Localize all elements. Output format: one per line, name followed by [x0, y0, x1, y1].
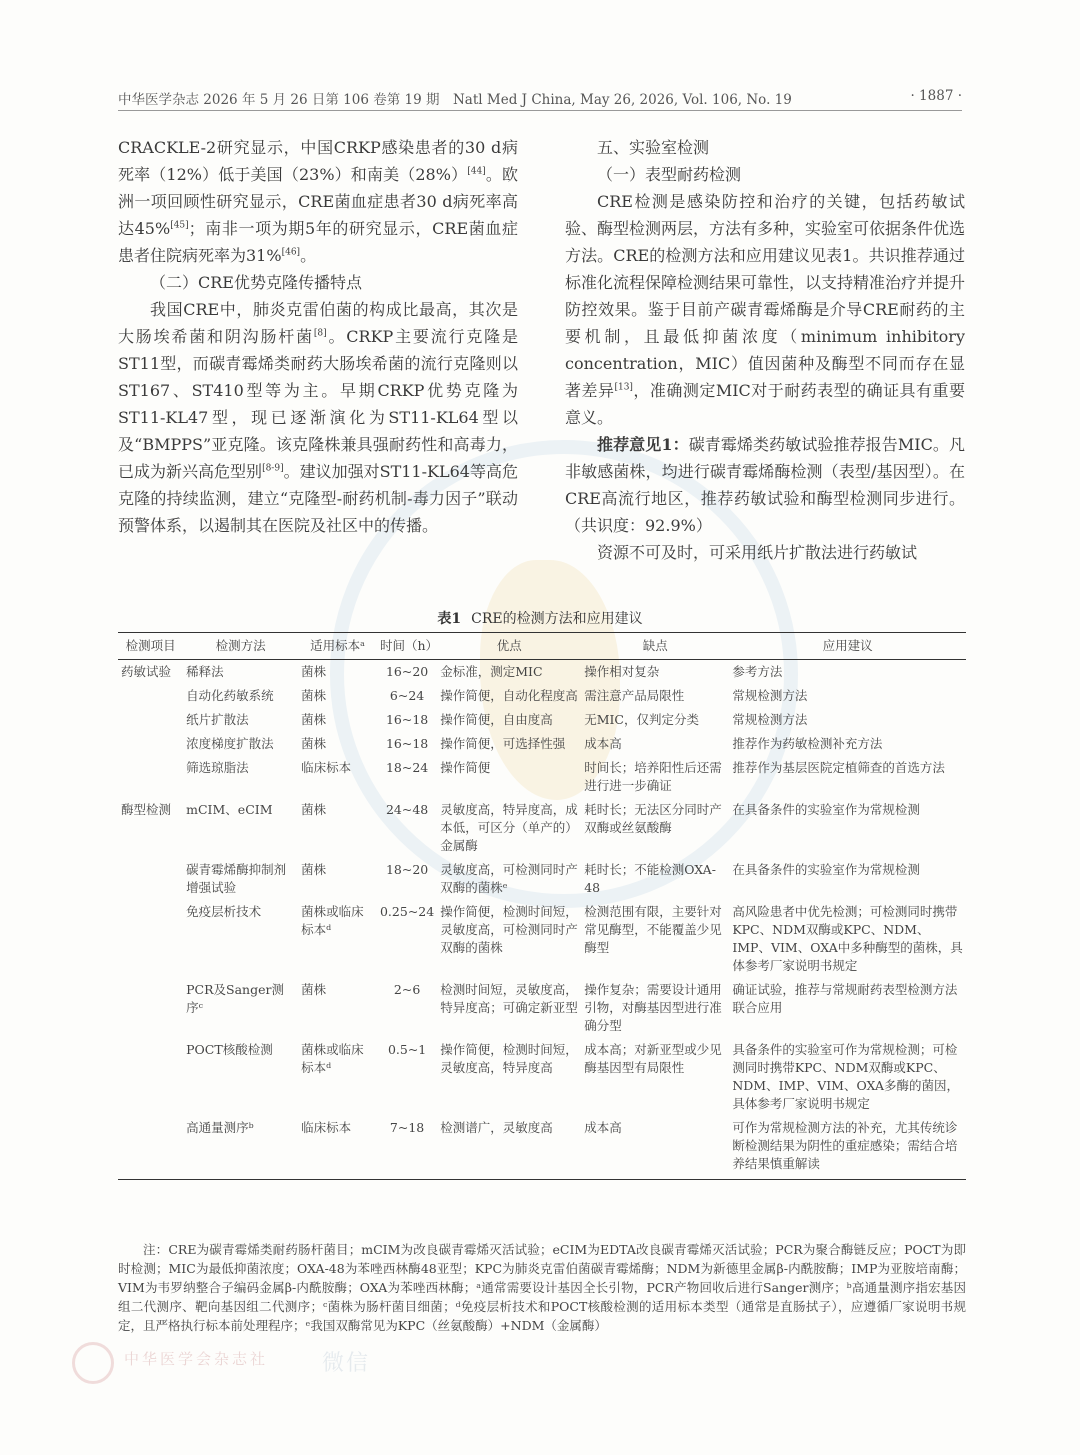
table-cell [118, 900, 183, 978]
table-cell: 检测范围有限，主要针对常见酶型，不能覆盖少见酶型 [584, 904, 722, 955]
table-cell: 操作复杂；需要设计通用引物，对酶基因型进行准确分型 [584, 982, 722, 1033]
table-cell: 菌株 [301, 664, 327, 679]
table-row [118, 684, 966, 708]
table-cell: 24~48 [385, 802, 429, 817]
table-cell: 时间长；培养阳性后还需进行进一步确证 [584, 760, 722, 793]
section-heading-clone: （二）CRE优势克隆传播特点 [150, 273, 362, 292]
table-row [118, 900, 966, 978]
table-cell: 临床标本 [301, 760, 352, 775]
table-cell: 操作简便，检测时间短，灵敏度高，可检测同时产双酶的菌株 [440, 904, 578, 955]
table-cell: 免疫层析技术 [186, 904, 262, 919]
table-notes: 注：CRE为碳青霉烯类耐药肠杆菌目；mCIM为改良碳青霉烯灭活试验；eCIM为EDTA改良碳青霉烯灭活试验；PCR为聚合酶链反应；POCT为即时检测；MIC为最低抑菌浓度；OXA-48为苯唑西林酶48亚型；KPC为肺炎克雷伯菌碳青霉烯酶；NDM为新德里金属β-内酰胺酶；IMP为亚胺培南酶；VIM为韦罗纳整合子编码金属β-内酰胺酶；OXA为苯唑西林酶；ᵃ通常需要设计基因全长引物，PCR产物回收后进行Sanger测序；ᵇ高通量测序指宏基因组二代测序、靶向基因组二代测序；ᶜ菌株为肠杆菌目细菌；ᵈ免疫层析技术和POCT核酸检测的适用标本类型（通常是直肠拭子），应遵循厂家说明书规定，且严格执行标本前处理程序；ᵉ我国双酶常见为KPC（丝氨酸酶）+NDM（金属酶） [118, 1242, 966, 1333]
table-cell: 菌株 [301, 736, 327, 751]
table-row [118, 660, 966, 685]
table-cell: 需注意产品局限性 [584, 688, 685, 703]
paragraph-clone: 我国CRE中，肺炎克雷伯菌的构成比最高，其次是大肠埃希菌和阴沟肠杆菌[8]。CRKP主要流行克隆是ST11型，而碳青霉烯类耐药大肠埃希菌的流行克隆则以ST167、ST410型等为主。早期CRKP优势克隆为ST11-KL47型，现已逐渐演化为ST11-KL64型以及“BMPPS”亚克隆。该克隆株兼具强耐药性和高毒力，已成为新兴高危型别[8-9]。建议加强对ST11-KL64等高危克隆的持续监测，建立“克隆型-耐药机制-毒力因子”联动预警体系，以遏制其在医院及社区中的传播。 [118, 300, 518, 535]
table-cell: 纸片扩散法 [186, 712, 249, 727]
left-column [118, 134, 518, 539]
table-cell: 2~6 [393, 982, 421, 997]
table-cell: 成本高；对新亚型或少见酶基因型有局限性 [584, 1042, 722, 1075]
section-heading-phenotype: （一）表型耐药检测 [597, 165, 742, 184]
table-cell: 可作为常规检测方法的补充，尤其传统诊断检测结果为阴性的重症感染；需结合培养结果慎重解读 [729, 1116, 966, 1180]
table-cell [118, 708, 183, 732]
table-header-cell: 检测项目 [118, 633, 183, 660]
table-header-cell: 时间（h） [377, 633, 437, 660]
table-cell: 操作简便，检测时间短，灵敏度高，特异度高 [440, 1042, 578, 1075]
paragraph-mortality: CRACKLE-2研究显示，中国CRKP感染患者的30 d病死率（12%）低于美国（23%）和南美（28%）[44]。欧洲一项回顾性研究显示，CRE菌血症患者30 d病死率高达45%[45]；南非一项为期5年的研究显示，CRE菌血症患者住院病死率为31%[46]。 [118, 138, 518, 265]
table-cell: mCIM、eCIM [186, 802, 273, 817]
right-column [565, 134, 965, 566]
table-cell: 菌株 [301, 802, 327, 817]
table-cell: 药敏试验 [121, 664, 172, 679]
table-cell: 操作相对复杂 [584, 664, 660, 679]
table-row [118, 732, 966, 756]
table-cell: 检测时间短，灵敏度高，特异度高；可确定新亚型 [440, 982, 578, 1015]
table-row [118, 1116, 966, 1180]
table-cell: 自动化药敏系统 [186, 688, 274, 703]
table-cell: 菌株或临床标本ᵈ [301, 904, 364, 937]
table-cell: 酶型检测 [121, 802, 172, 817]
table-cell: 操作简便 [440, 760, 491, 775]
journal-citation: 中华医学杂志 2026 年 5 月 26 日第 106 卷第 19 期 Natl Med J China, May 26, 2026, Vol. 106, No. 19 [118, 92, 792, 108]
section-heading-lab: 五、实验室检测 [597, 138, 710, 157]
table-cell: 灵敏度高，特异度高，成本低，可区分（单产的）金属酶 [440, 802, 578, 853]
table-cell: 操作简便，自由度高 [440, 712, 553, 727]
table-cell [118, 684, 183, 708]
table-header-cell: 应用建议 [729, 633, 966, 660]
table-cell: 成本高 [581, 1116, 729, 1180]
table-title: 表1 CRE的检测方法和应用建议 [437, 611, 643, 627]
table-cell: 高通量测序ᵇ [183, 1116, 298, 1180]
table-cell: 菌株 [301, 688, 327, 703]
table-cell [118, 732, 183, 756]
table-cell: 无MIC，仅判定分类 [584, 712, 699, 727]
table-cell: 菌株 [301, 982, 327, 997]
table-cell: 耗时长；无法区分同时产双酶或丝氨酸酶 [584, 802, 722, 835]
wechat-watermark: 微信 [322, 1351, 371, 1376]
table-cell: 菌株 [301, 712, 327, 727]
table-cell [118, 978, 183, 1038]
table-cell: 6~24 [389, 688, 425, 703]
table-cell: 高风险患者中优先检测；可检测同时携带KPC、NDM双酶或KPC、NDM、IMP、VIM、OXA中多种酶型的菌株，具体参考厂家说明书规定 [732, 904, 963, 973]
table-row [118, 978, 966, 1038]
table-cell: 参考方法 [732, 664, 783, 679]
table-cell: 检测谱广，灵敏度高 [437, 1116, 581, 1180]
table-cell: 0.5~1 [387, 1042, 427, 1057]
table-cell: 确证试验，推荐与常规耐药表型检测方法联合应用 [732, 982, 958, 1015]
table-cell: 筛选琼脂法 [186, 760, 249, 775]
table-header-cell: 优点 [437, 633, 581, 660]
table-cell: 16~20 [385, 664, 429, 679]
cre-detection-table [118, 632, 966, 1180]
table-cell: 成本高 [584, 736, 622, 751]
table-cell: 耗时长；不能检测OXA-48 [584, 862, 716, 895]
table-cell: 操作简便，可选择性强 [440, 736, 566, 751]
table-cell: 18~20 [385, 862, 429, 877]
table-cell: PCR及Sanger测序ᶜ [186, 982, 284, 1015]
publisher-name: 中华医学会杂志社 [124, 1350, 269, 1368]
table-cell: 常规检测方法 [732, 712, 808, 727]
paragraph-detection: CRE检测是感染防控和治疗的关键，包括药敏试验、酶型检测两层，方法有多种，实验室可依据条件优选方法。CRE的检测方法和应用建议见表1。共识推荐通过标准化流程保障检测结果可靠性，以支持精准治疗并提升防控效果。鉴于目前产碳青霉烯酶是介导CRE耐药的主要机制，且最低抑菌浓度（minimum inhibitory concentration，MIC）值因菌种及酶型不同而存在显著差异[13]，准确测定MIC对于耐药表型的确证具有重要意义。 [565, 192, 966, 427]
table-cell: 16~18 [385, 712, 429, 727]
publisher-logo [72, 1342, 472, 1382]
table-row [118, 756, 966, 798]
seal-icon [72, 1342, 114, 1384]
recommendation-1: 推荐意见1：碳青霉烯类药敏试验推荐报告MIC。凡非敏感菌株，均进行碳青霉烯酶检测（表型/基因型）。在CRE高流行地区，推荐药敏试验和酶型检测同步进行。（共识度：92.9%） [565, 435, 965, 535]
table-cell: 16~18 [385, 736, 429, 751]
table-cell: 碳青霉烯酶抑制剂增强试验 [186, 862, 287, 895]
table-cell: 推荐作为药敏检测补充方法 [732, 736, 883, 751]
table-header-cell: 检测方法 [183, 633, 298, 660]
table-cell: 0.25~24 [379, 904, 435, 919]
page-header [118, 88, 962, 111]
table-cell: 金标准，测定MIC [440, 664, 543, 679]
table-cell: 操作简便，自动化程度高 [440, 688, 578, 703]
table-cell [118, 1116, 183, 1180]
table-row [118, 858, 966, 900]
table-cell: 浓度梯度扩散法 [186, 736, 274, 751]
table-cell: 7~18 [377, 1116, 437, 1180]
table-cell: 临床标本 [298, 1116, 377, 1180]
paragraph-resources: 资源不可及时，可采用纸片扩散法进行药敏试 [597, 543, 918, 562]
table-cell: 灵敏度高，可检测同时产双酶的菌株ᵉ [440, 862, 578, 895]
table-row [118, 708, 966, 732]
table-row [118, 1038, 966, 1116]
table-cell: 在具备条件的实验室作为常规检测 [732, 802, 920, 817]
table-cell: 推荐作为基层医院定植筛查的首选方法 [732, 760, 945, 775]
table-cell: 稀释法 [186, 664, 224, 679]
table-cell: 菌株或临床标本ᵈ [301, 1042, 364, 1075]
table-cell: 具备条件的实验室可作为常规检测；可检测同时携带KPC、NDM双酶或KPC、NDM、IMP、VIM、OXA多酶的菌因，具体参考厂家说明书规定 [732, 1042, 959, 1111]
table-cell [118, 1038, 183, 1116]
table-row [118, 798, 966, 858]
table-cell: POCT核酸检测 [186, 1042, 273, 1057]
table-cell [118, 756, 183, 798]
table-header-cell: 适用标本ᵃ [298, 633, 377, 660]
table-cell: 在具备条件的实验室作为常规检测 [732, 862, 920, 877]
table-header-cell: 缺点 [581, 633, 729, 660]
table-cell: 常规检测方法 [732, 688, 808, 703]
page-number: · 1887 · [910, 88, 962, 104]
table-cell: 菌株 [301, 862, 327, 877]
table-cell [118, 858, 183, 900]
table-cell: 18~24 [385, 760, 429, 775]
